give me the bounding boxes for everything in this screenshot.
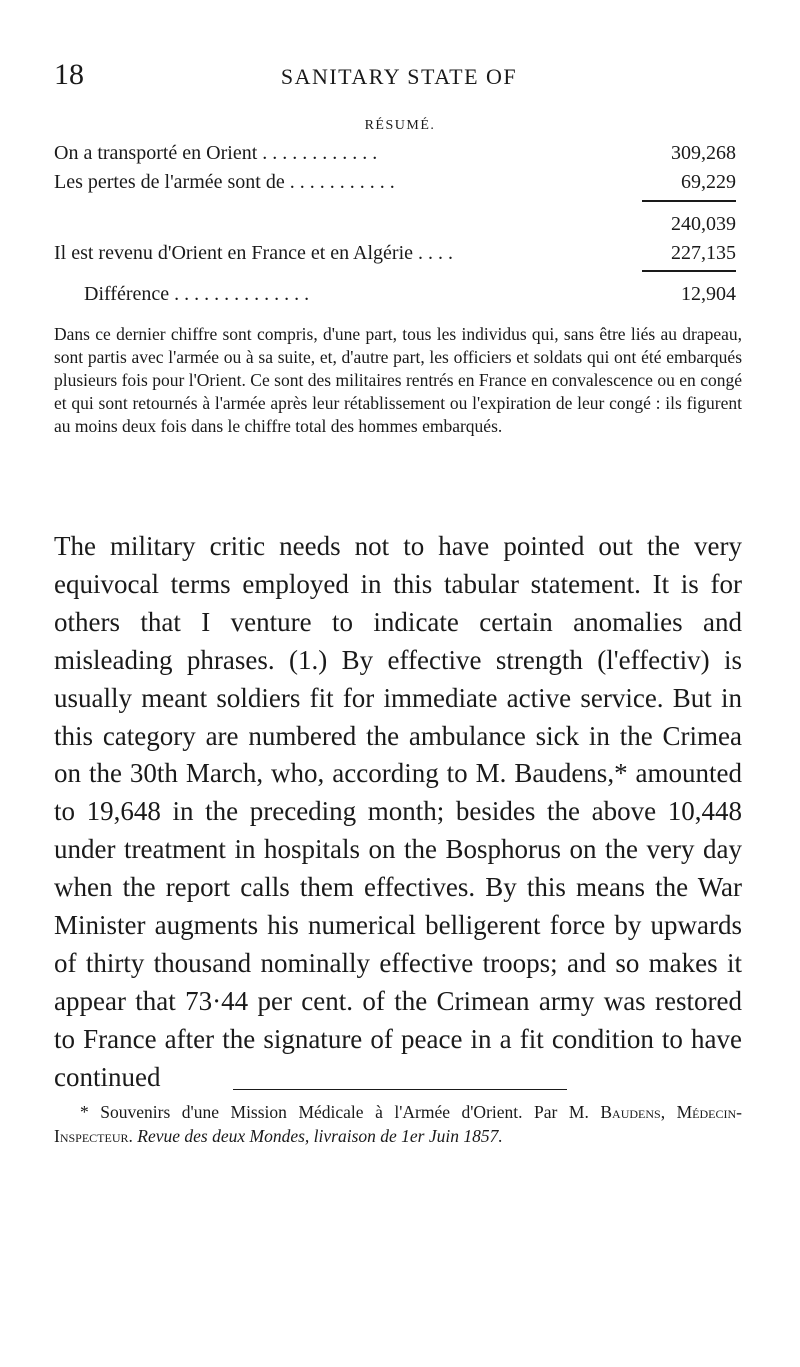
running-head: SANITARY STATE OF — [280, 64, 518, 89]
resume-row — [54, 242, 736, 268]
footnote — [54, 1100, 742, 1148]
sum-rule — [642, 200, 736, 202]
resume-row — [54, 142, 736, 168]
resume-row-label: Les pertes de l'armée sont de . . . . . . . . . . . — [54, 171, 395, 193]
footnote-rule — [233, 1089, 567, 1090]
resume-row-value: 227,135 — [671, 242, 736, 264]
footnote-text: * Souvenirs d'une Mission Médicale à l'Armée d'Orient. Par M. — [80, 1102, 589, 1122]
footnote-author: Baudens, Médecin-Inspecteur. — [54, 1102, 742, 1146]
resume-title: RÉSUMÉ. — [364, 118, 436, 133]
footnote-journal: Revue des deux Mondes, livraison de 1er Juin 1857. — [137, 1126, 503, 1146]
resume-row-label: Il est revenu d'Orient en France et en Algérie . . . . — [54, 242, 454, 264]
resume-row — [54, 283, 736, 309]
resume-row — [54, 213, 736, 239]
french-paragraph: Dans ce dernier chiffre sont compris, d'une part, tous les individus qui, sans être liés au drapeau, sont partis avec l'armée ou à sa suite, et, d'autre part, les officiers et soldats qui ont été embarqués plusieurs fois pour l'Orient. Ce sont des militaires rentrés en France en convalescence ou en congé et qui sont retournés à l'armée après leur rétablissement ou l'expiration de leur congé : ils figurent au moins deux fois dans le chiffre total des hommes embarqués. — [54, 324, 742, 436]
page-number: 18 — [54, 58, 84, 91]
resume-row — [54, 171, 736, 197]
resume-row-label: On a transporté en Orient . . . . . . . . . . . . — [54, 142, 378, 164]
difference-rule — [642, 270, 736, 272]
english-paragraph: The military critic needs not to have pointed out the very equivocal terms employed in this tabular statement. It is for others that I venture to indicate certain anomalies and misleading phrases. (1.) By effective strength (l'effectiv) is usually meant soldiers fit for immediate active service. But in this category are numbered the ambulance sick in the Crimea on the 30th March, who, according to M. Baudens,* amounted to 19,648 in the preceding month; besides the above 10,448 under treatment in hospitals on the Bosphorus on the very day when the report calls them effectives. By this means the War Minister augments his numerical belligerent force by upwards of thirty thousand nominally effective troops; and so makes it appear that 73·44 per cent. of the Crimean army was restored to France after the signature of peace in a fit condition to have continued — [54, 531, 742, 1092]
resume-row-value: 69,229 — [681, 171, 736, 193]
resume-row-value: 12,904 — [681, 283, 736, 305]
resume-row-value: 309,268 — [671, 142, 736, 164]
page-header — [54, 58, 744, 94]
resume-row-value: 240,039 — [671, 213, 736, 235]
resume-row-label: Différence . . . . . . . . . . . . . . — [84, 283, 310, 305]
